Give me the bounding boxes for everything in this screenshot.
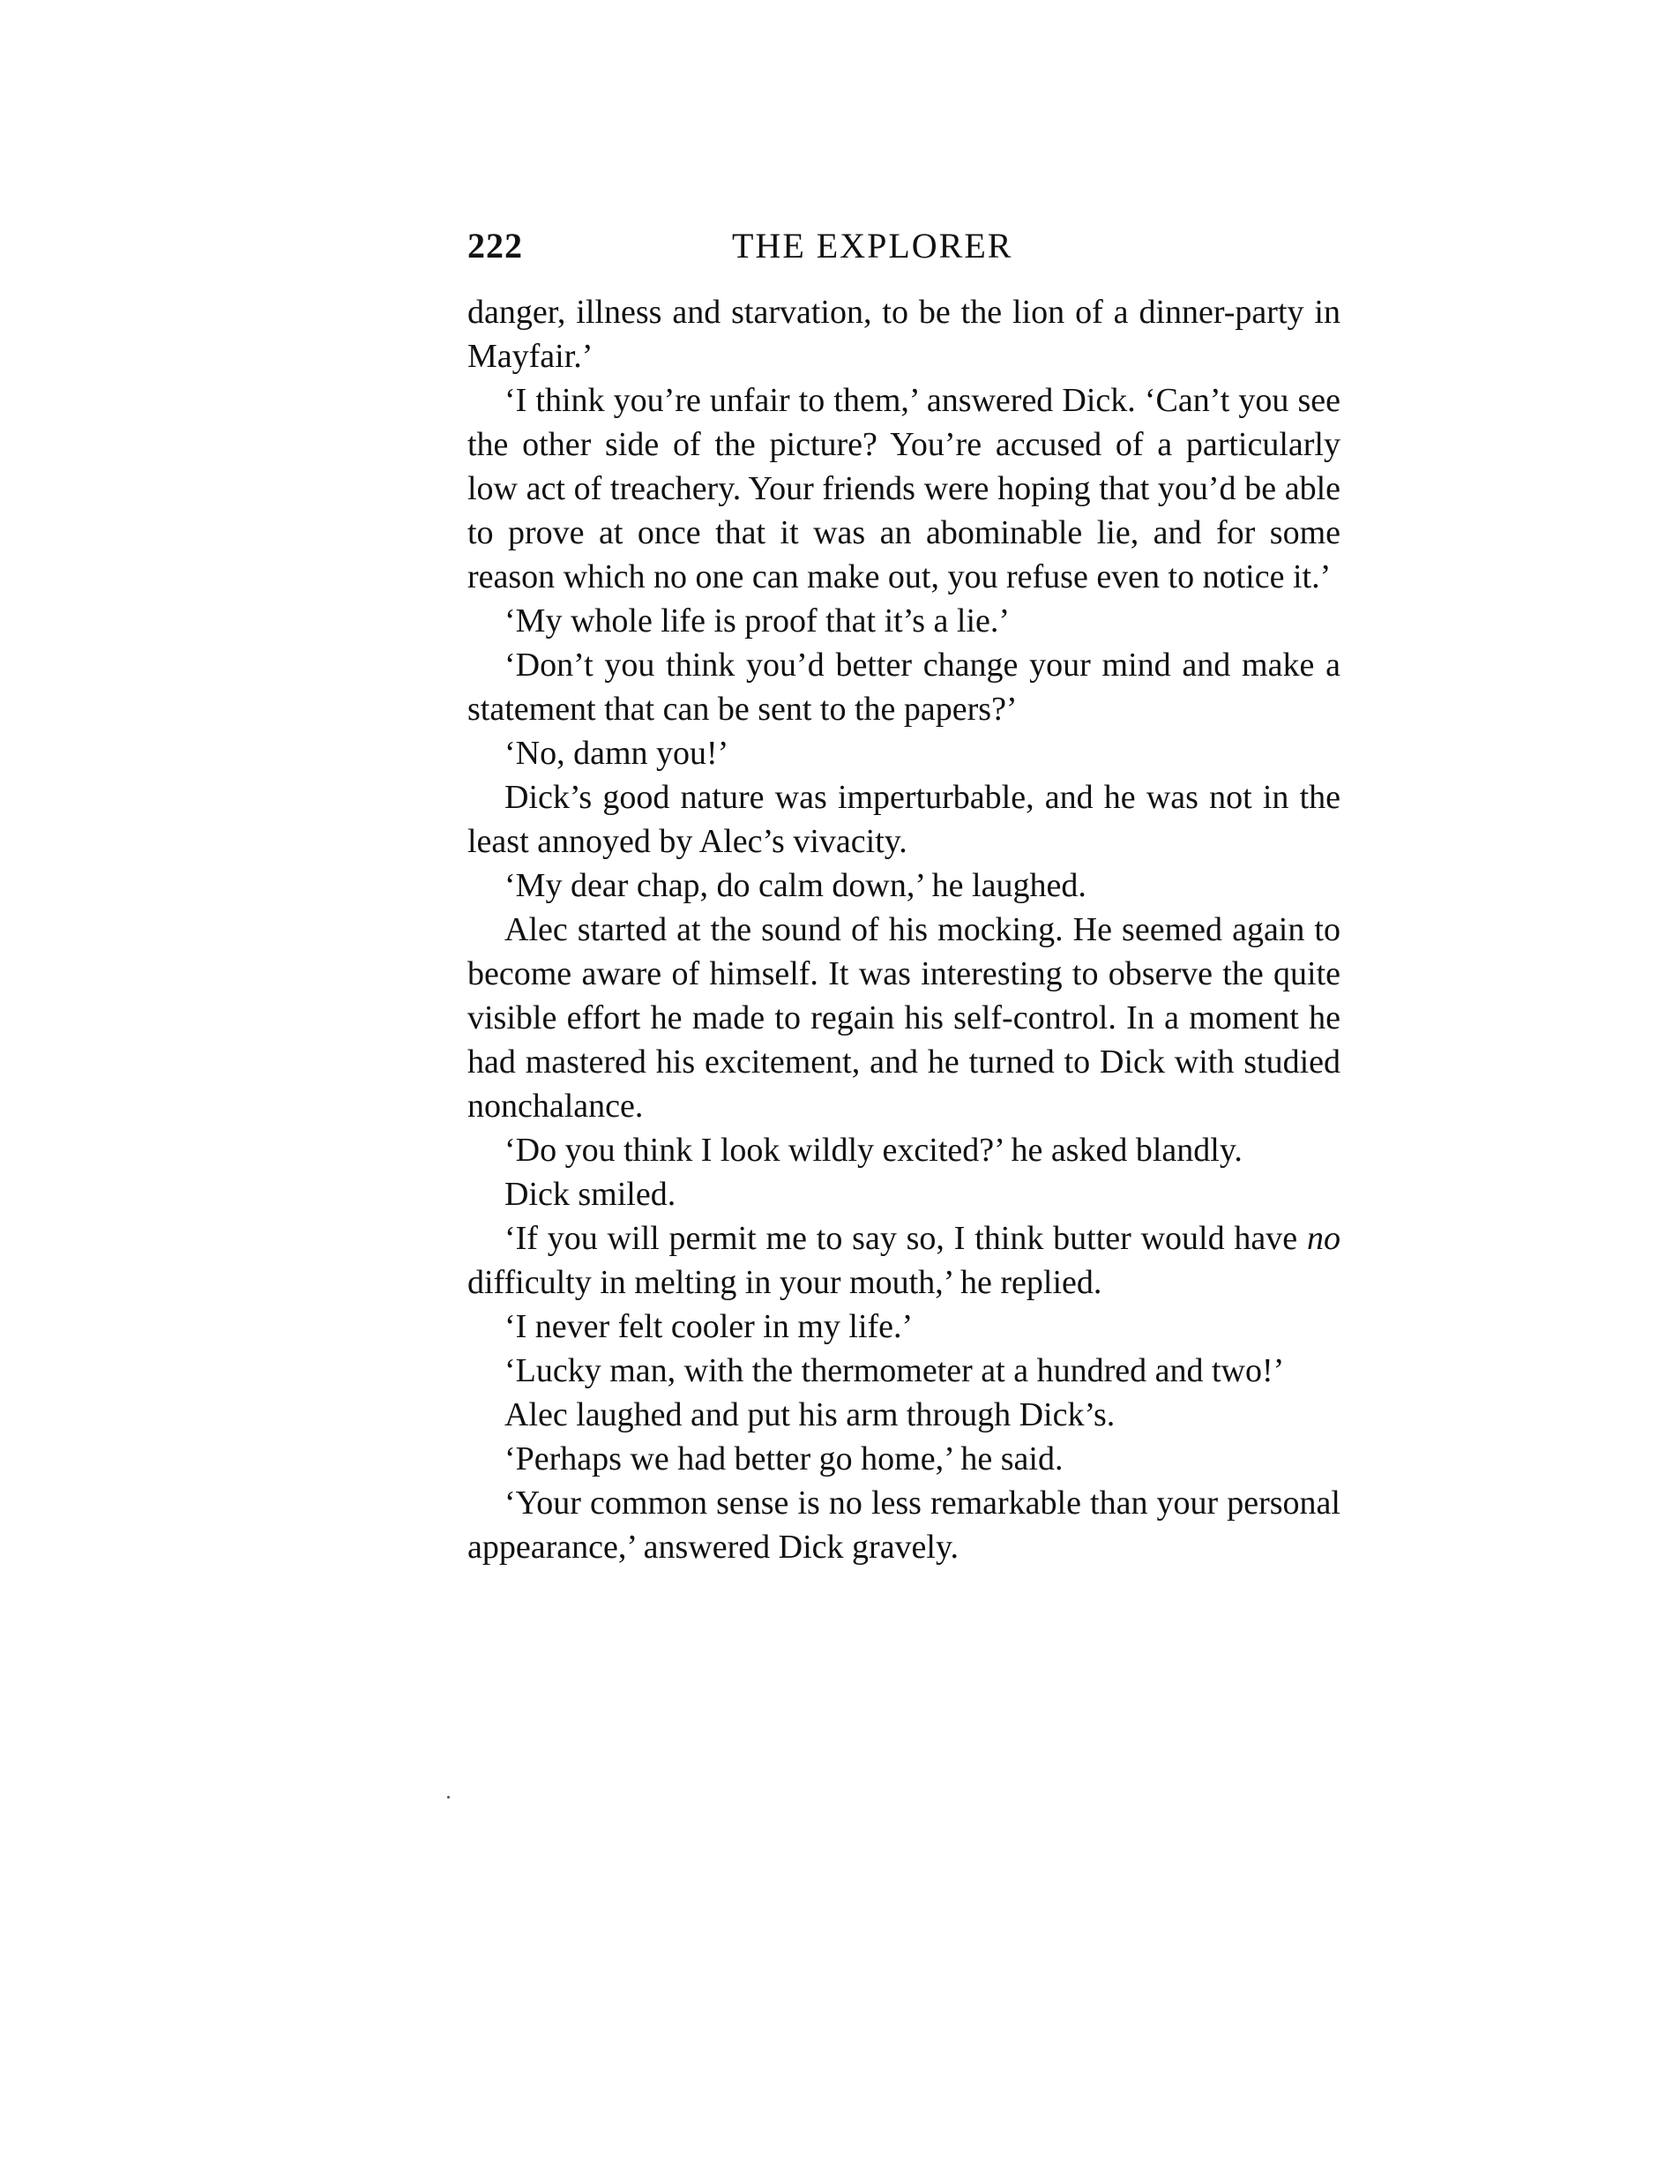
paragraph-12: ‘I never felt cooler in my life.’ xyxy=(504,1308,914,1345)
paper-speck xyxy=(447,1796,450,1799)
paragraph-5: ‘No, damn you!’ xyxy=(504,735,729,772)
running-title: THE EXPLORER xyxy=(732,226,1013,266)
paragraph-15: ‘Perhaps we had better go home,’ he said. xyxy=(504,1440,1064,1477)
paragraph-10: Dick smiled. xyxy=(504,1176,676,1213)
book-page xyxy=(467,225,1340,1569)
page-number: 222 xyxy=(467,226,523,266)
paragraph-4: ‘Don’t you think you’d better change your mind and make a statement that can be sent to the papers?’ xyxy=(467,647,1340,728)
paragraph-8: Alec started at the sound of his mocking. He seemed again to become aware of himself. It was interesting to observe the quite visible effort he made to regain his self-control. In a moment he had mastered his excitement, and he turned to Dick with studied nonchalance. xyxy=(467,911,1340,1125)
paragraph-16: ‘Your common sense is no less remarkable than your personal appearance,’ answered Dick gravely. xyxy=(467,1485,1340,1566)
emphasis-no: no xyxy=(1307,1220,1340,1257)
body-text xyxy=(467,290,1340,1569)
paragraph-3: ‘My whole life is proof that it’s a lie.’ xyxy=(504,602,1011,639)
paragraph-11 xyxy=(467,1216,1340,1305)
paragraph-9: ‘Do you think I look wildly excited?’ he asked blandly. xyxy=(504,1132,1243,1169)
paragraph-7: ‘My dear chap, do calm down,’ he laughed. xyxy=(504,867,1086,904)
paragraph-14: Alec laughed and put his arm through Dick’s. xyxy=(504,1396,1116,1433)
paragraph-11-before: ‘If you will permit me to say so, I think butter would have xyxy=(504,1220,1307,1257)
paragraph-2: ‘I think you’re unfair to them,’ answered Dick. ‘Can’t you see the other side of the picture? You’re accused of a particularly low act of treachery. Your friends were hoping that you’d be able to prove at once that it was an abominable lie, and for some reason which no one can make out, you refuse even to notice it.’ xyxy=(467,382,1340,595)
paragraph-13: ‘Lucky man, with the thermometer at a hundred and two!’ xyxy=(504,1352,1285,1389)
paragraph-6: Dick’s good nature was imperturbable, and he was not in the least annoyed by Alec’s vivacity. xyxy=(467,779,1340,860)
paragraph-1: danger, illness and starvation, to be the lion of a dinner-party in Mayfair.’ xyxy=(467,294,1340,375)
running-head xyxy=(467,225,1340,278)
paragraph-11-after: difficulty in melting in your mouth,’ he replied. xyxy=(467,1264,1102,1301)
